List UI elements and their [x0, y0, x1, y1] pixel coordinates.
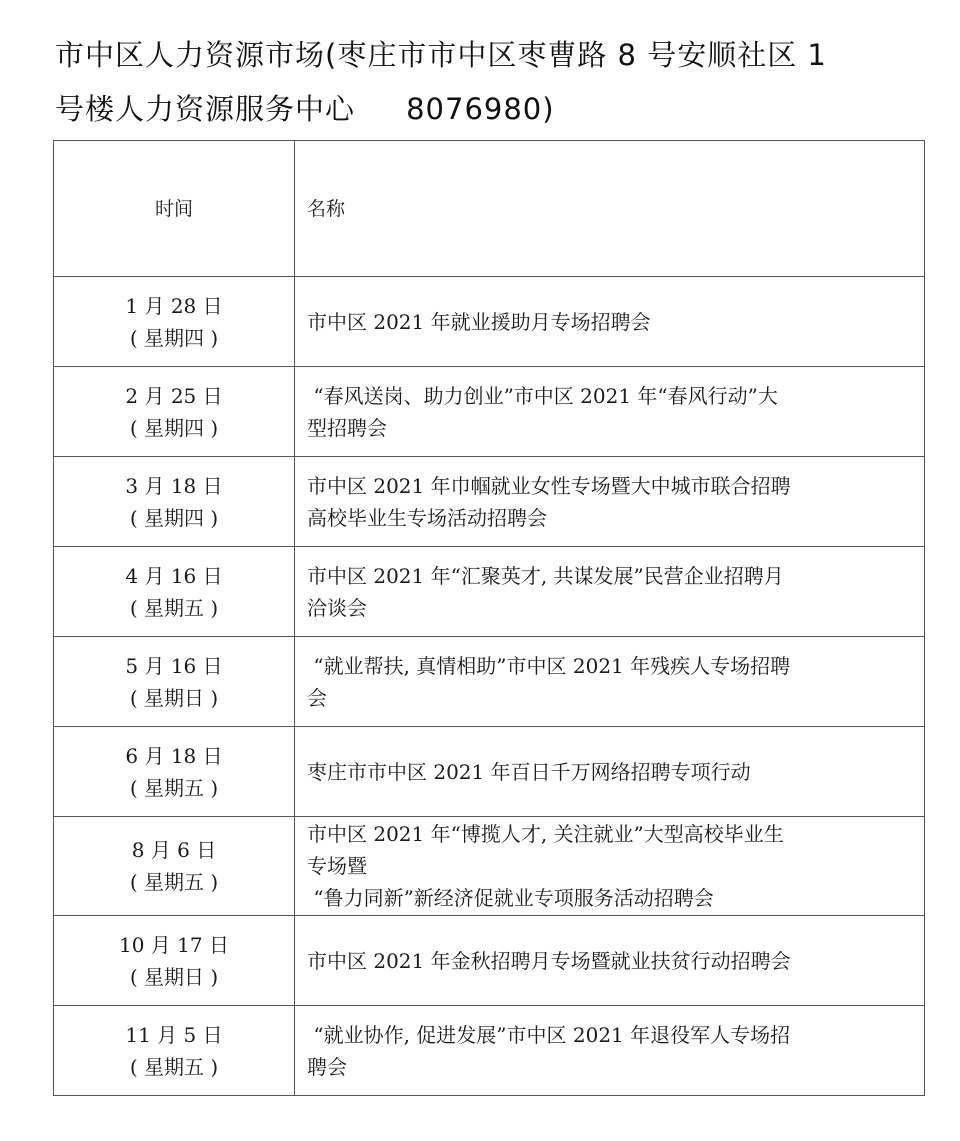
- event-name-line: 专场暨: [307, 854, 367, 878]
- event-time-cell: [54, 637, 295, 727]
- event-name-line: “鲁力同新”新经济促就业专项服务活动招聘会: [307, 886, 714, 910]
- table-row: [54, 637, 925, 727]
- event-name-line: 聘会: [307, 1054, 347, 1079]
- event-name-cell: [295, 1006, 925, 1096]
- event-time-cell: [54, 916, 295, 1006]
- event-weekday: ( 星期五 ): [129, 870, 219, 894]
- header-name: 名称: [295, 141, 925, 277]
- event-date: 1 月 28 日: [125, 293, 223, 318]
- header-time: 时间: [54, 141, 295, 277]
- event-weekday: ( 星期五 ): [129, 775, 219, 800]
- event-time-cell: [54, 547, 295, 637]
- table-row: [54, 277, 925, 367]
- event-name-line: 市中区 2021 年巾帼就业女性专场暨大中城市联合招聘: [307, 473, 791, 498]
- table-row: [54, 367, 925, 457]
- event-name-line: 市中区 2021 年“汇聚英才, 共谋发展”民营企业招聘月: [307, 563, 784, 588]
- event-time-cell: [54, 367, 295, 457]
- event-weekday: ( 星期四 ): [129, 505, 219, 530]
- event-name-line: 型招聘会: [307, 415, 387, 440]
- table-row: [54, 457, 925, 547]
- document-title: [55, 28, 935, 136]
- table-header-row: [54, 141, 925, 277]
- event-name-cell: [295, 457, 925, 547]
- event-time-cell: [54, 817, 295, 916]
- event-name-line: 市中区 2021 年就业援助月专场招聘会: [307, 309, 651, 334]
- event-time-cell: [54, 727, 295, 817]
- event-weekday: ( 星期四 ): [129, 325, 219, 350]
- table-row: [54, 817, 925, 916]
- event-date: 10 月 17 日: [119, 932, 229, 957]
- event-weekday: ( 星期四 ): [129, 415, 219, 440]
- event-date: 6 月 18 日: [125, 743, 223, 768]
- event-time-cell: [54, 1006, 295, 1096]
- event-date: 2 月 25 日: [125, 383, 223, 408]
- schedule-table: [53, 140, 925, 1096]
- event-weekday: ( 星期五 ): [129, 595, 219, 620]
- event-name-line: “春风送岗、助力创业”市中区 2021 年“春风行动”大: [307, 383, 778, 408]
- event-name-cell: [295, 637, 925, 727]
- event-weekday: ( 星期日 ): [129, 685, 219, 710]
- event-name-line: 高校毕业生专场活动招聘会: [307, 505, 547, 530]
- table-row: [54, 727, 925, 817]
- title-line-2: 号楼人力资源服务中心 8076980): [55, 92, 555, 126]
- event-date: 8 月 6 日: [131, 838, 217, 862]
- event-date: 5 月 16 日: [125, 653, 223, 678]
- event-name-line: 市中区 2021 年“博揽人才, 关注就业”大型高校毕业生: [307, 822, 784, 846]
- event-name-line: “就业协作, 促进发展”市中区 2021 年退役军人专场招: [307, 1022, 791, 1047]
- event-time-cell: [54, 277, 295, 367]
- event-date: 3 月 18 日: [125, 473, 223, 498]
- event-name-line: 枣庄市市中区 2021 年百日千万网络招聘专项行动: [307, 759, 751, 784]
- event-name-cell: [295, 547, 925, 637]
- event-date: 4 月 16 日: [125, 563, 223, 588]
- event-weekday: ( 星期日 ): [129, 964, 219, 989]
- event-name-line: 市中区 2021 年金秋招聘月专场暨就业扶贫行动招聘会: [307, 948, 791, 973]
- table-row: [54, 916, 925, 1006]
- event-name-cell: [295, 367, 925, 457]
- title-line-1: 市中区人力资源市场(枣庄市市中区枣曹路 8 号安顺社区 1: [55, 38, 827, 72]
- event-name-line: 会: [307, 685, 327, 710]
- event-name-cell: [295, 916, 925, 1006]
- table-row: [54, 547, 925, 637]
- event-name-line: 洽谈会: [307, 595, 367, 620]
- event-time-cell: [54, 457, 295, 547]
- event-name-line: “就业帮扶, 真情相助”市中区 2021 年残疾人专场招聘: [307, 653, 791, 678]
- event-name-cell: [295, 727, 925, 817]
- event-weekday: ( 星期五 ): [129, 1054, 219, 1079]
- event-name-cell: [295, 277, 925, 367]
- table-row: [54, 1006, 925, 1096]
- event-name-cell: [295, 817, 925, 916]
- event-date: 11 月 5 日: [125, 1022, 223, 1047]
